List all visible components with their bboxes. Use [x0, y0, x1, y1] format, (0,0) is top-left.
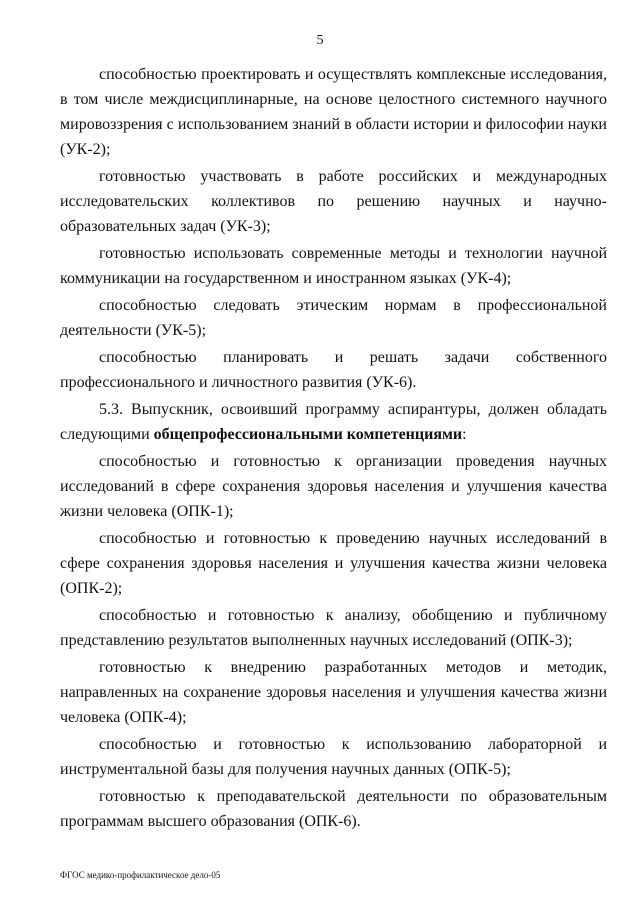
competency-uk-3: готовностью участвовать в работе российских и международных исследовательских коллективов по решению научных и научно-образовательных задач (УК-3); — [60, 168, 607, 235]
section-5-3-intro — [60, 397, 607, 447]
section-5-3-lead: 5.3. Выпускник, освоивший программу аспирантуры, должен обладать следующими — [60, 401, 607, 443]
competency-opk-5: способностью и готовностью к использованию лабораторной и инструментальной базы для получения научных данных (ОПК-5); — [60, 736, 607, 778]
competency-opk-4: готовностью к внедрению разработанных методов и методик, направленных на сохранение здоровья населения и улучшения качества жизни человека (ОПК-4); — [60, 659, 607, 726]
competency-opk-1: способностью и готовностью к организации проведения научных исследований в сфере сохранения здоровья населения и улучшения качества жизни человека (ОПК-1); — [60, 453, 607, 520]
section-5-3-tail: : — [462, 426, 467, 443]
competency-opk-2: способностью и готовностью к проведению научных исследований в сфере сохранения здоровья населения и улучшения качества жизни человека (ОПК-2); — [60, 530, 607, 597]
competency-uk-2: способностью проектировать и осуществлять комплексные исследования, в том числе междисциплинарные, на основе целостного системного научного мировоззрения с использованием знаний в области истории и философии науки (УК-2); — [60, 66, 607, 158]
section-5-3-bold-term: общепрофессиональными компетенциями — [153, 426, 463, 443]
document-body — [60, 62, 607, 834]
competency-uk-6: способностью планировать и решать задачи собственного профессионального и личностного развития (УК-6). — [60, 349, 607, 391]
competency-opk-6: готовностью к преподавательской деятельности по образовательным программам высшего образования (ОПК-6). — [60, 788, 607, 830]
page-number: 5 — [316, 33, 324, 48]
competency-uk-5: способностью следовать этическим нормам в профессиональной деятельности (УК-5); — [60, 297, 607, 339]
competency-opk-3: способностью и готовностью к анализу, обобщению и публичному представлению результатов выполненных научных исследований (ОПК-3); — [60, 607, 607, 649]
competency-uk-4: готовностью использовать современные методы и технологии научной коммуникации на государственном и иностранном языках (УК-4); — [60, 245, 607, 287]
page-footer: ФГОС медико-профилактическое дело-05 — [60, 870, 221, 880]
